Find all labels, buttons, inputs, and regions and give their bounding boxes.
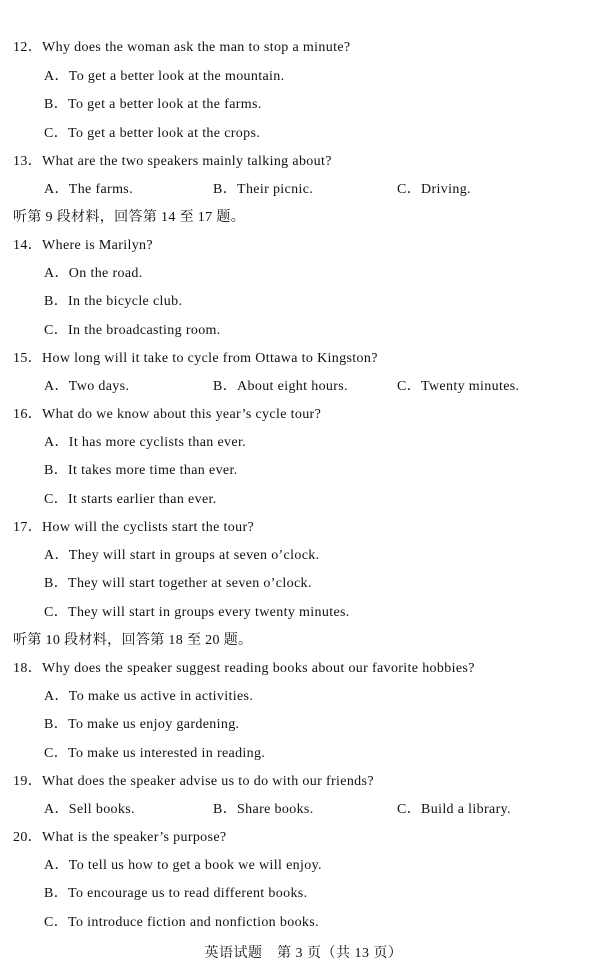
question-12-option-b: B．To get a better look at the farms. (44, 97, 262, 112)
question-14-option-b: B．In the bicycle club. (44, 294, 183, 309)
question-14-option-a: A．On the road. (44, 266, 143, 281)
question-17-option-b: B．They will start together at seven o’clock. (44, 576, 312, 591)
question-19-option-a: A．Sell books. (44, 802, 135, 817)
question-15-option-c: C．Twenty minutes. (397, 379, 520, 394)
section-10-instruction: 听第 10 段材料，回答第 18 至 20 题。 (13, 633, 253, 648)
question-17-option-a: A．They will start in groups at seven o’clock. (44, 548, 320, 563)
question-12-option-a: A．To get a better look at the mountain. (44, 69, 285, 84)
question-15-option-a: A．Two days. (44, 379, 130, 394)
section-9-instruction: 听第 9 段材料，回答第 14 至 17 题。 (13, 210, 246, 225)
question-13-option-a: A．The farms. (44, 182, 133, 197)
question-15-options (0, 377, 607, 397)
question-19-option-c: C．Build a library. (397, 802, 511, 817)
question-15-option-b: B．About eight hours. (213, 379, 348, 394)
question-18-option-c: C．To make us interested in reading. (44, 746, 266, 761)
question-19-options (0, 800, 607, 820)
question-16-option-b: B．It takes more time than ever. (44, 463, 238, 478)
question-17-option-c: C．They will start in groups every twenty minutes. (44, 605, 350, 620)
question-20-option-b: B．To encourage us to read different books. (44, 886, 308, 901)
page-footer: 英语试题 第 3 页（共 13 页） (204, 946, 403, 961)
question-13-option-b: B．Their picnic. (213, 182, 314, 197)
question-14-option-c: C．In the broadcasting room. (44, 323, 221, 338)
question-15-stem: 15．How long will it take to cycle from Ottawa to Kingston? (13, 351, 378, 366)
question-19-option-b: B．Share books. (213, 802, 314, 817)
question-17-stem: 17．How will the cyclists start the tour? (13, 520, 255, 535)
question-14-stem: 14．Where is Marilyn? (13, 238, 153, 253)
question-13-options (0, 180, 607, 200)
question-20-stem: 20．What is the speaker’s purpose? (13, 830, 227, 845)
question-20-option-a: A．To tell us how to get a book we will enjoy. (44, 858, 322, 873)
question-16-stem: 16．What do we know about this year’s cycle tour? (13, 407, 322, 422)
question-20-option-c: C．To introduce fiction and nonfiction books. (44, 915, 319, 930)
question-16-option-c: C．It starts earlier than ever. (44, 492, 217, 507)
question-13-stem: 13．What are the two speakers mainly talking about? (13, 154, 332, 169)
question-18-stem: 18．Why does the speaker suggest reading books about our favorite hobbies? (13, 661, 475, 676)
question-18-option-a: A．To make us active in activities. (44, 689, 254, 704)
question-16-option-a: A．It has more cyclists than ever. (44, 435, 247, 450)
question-13-option-c: C．Driving. (397, 182, 471, 197)
question-12-option-c: C．To get a better look at the crops. (44, 126, 261, 141)
question-18-option-b: B．To make us enjoy gardening. (44, 717, 240, 732)
question-19-stem: 19．What does the speaker advise us to do with our friends? (13, 774, 374, 789)
question-12-stem: 12．Why does the woman ask the man to stop a minute? (13, 40, 351, 55)
